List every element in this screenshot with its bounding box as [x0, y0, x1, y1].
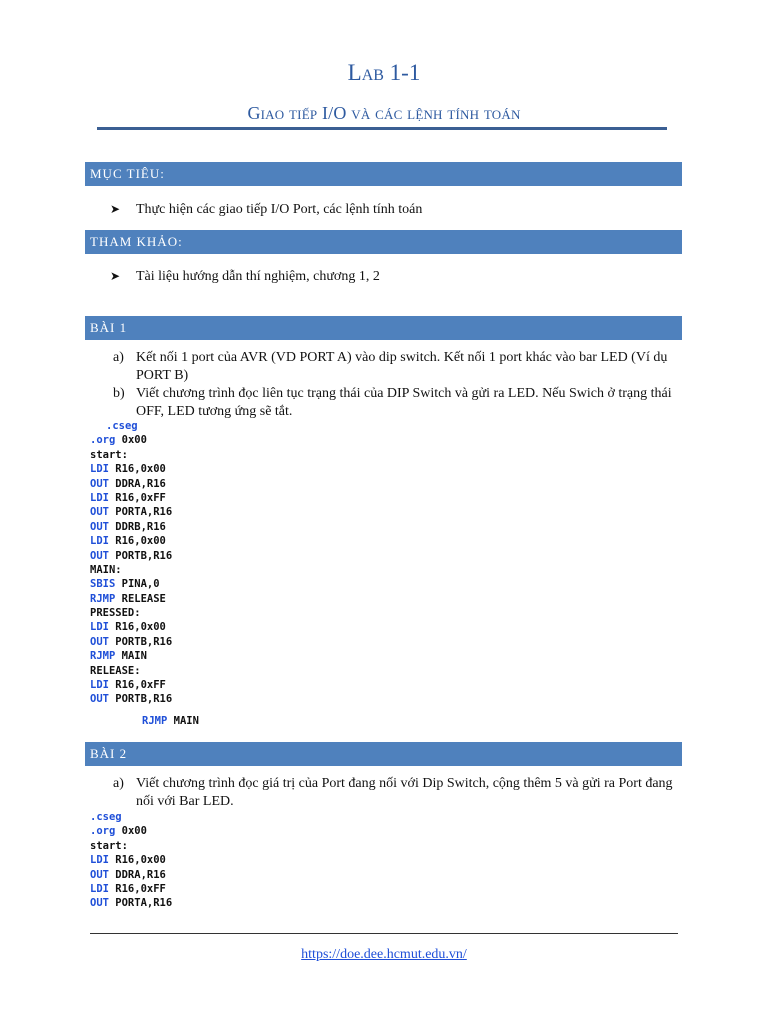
- code-text: PORTB,R16: [108, 549, 173, 562]
- code-text: 0x00: [115, 825, 147, 838]
- code-line: [90, 448, 172, 462]
- code-text: RELEASE:: [90, 664, 141, 677]
- section-heading-muc-tieu: MỤC TIÊU:: [85, 162, 682, 186]
- list-item: [113, 775, 678, 811]
- code-text: R16,0x00: [108, 535, 166, 548]
- list-item: [113, 385, 678, 421]
- code-text: PORTB,R16: [108, 635, 173, 648]
- code-text: R16,0x00: [108, 463, 166, 476]
- arrow-bullet-icon: ➤: [110, 202, 121, 216]
- code-keyword: .org: [90, 825, 116, 838]
- code-keyword: OUT: [90, 868, 109, 881]
- footer-divider: [90, 933, 678, 934]
- code-line: [90, 810, 172, 824]
- section-heading-bai-1: BÀI 1: [85, 316, 682, 340]
- code-text: R16,0x00: [108, 621, 166, 634]
- list-item-text: Viết chương trình đọc giá trị của Port đang nối với Dip Switch, cộng thêm 5 và gửi ra Port đang nối với Bar LED.: [136, 776, 673, 809]
- section-heading-bai-2: BÀI 2: [85, 742, 682, 766]
- code-line: [90, 462, 172, 476]
- code-line-last: [142, 714, 199, 728]
- code-text: PINA,0: [115, 578, 160, 591]
- code-keyword: LDI: [90, 463, 109, 476]
- code-line: [90, 678, 172, 692]
- code-line: [90, 620, 172, 634]
- code-block-bai-2: [90, 810, 172, 911]
- code-keyword: LDI: [90, 882, 109, 895]
- code-keyword: OUT: [90, 477, 109, 490]
- code-line: [90, 839, 172, 853]
- code-line: [90, 896, 172, 910]
- code-text: PORTA,R16: [108, 506, 173, 519]
- code-line: [90, 477, 172, 491]
- code-line: [90, 520, 172, 534]
- code-line: [90, 534, 172, 548]
- list-item-label: b): [113, 386, 125, 401]
- code-keyword: LDI: [90, 535, 109, 548]
- code-line: [90, 419, 172, 433]
- code-keyword: LDI: [90, 491, 109, 504]
- code-keyword: OUT: [90, 635, 109, 648]
- code-text: PORTA,R16: [108, 897, 173, 910]
- code-text: R16,0x00: [108, 854, 166, 867]
- code-line: [90, 592, 172, 606]
- code-text: DDRB,R16: [108, 520, 166, 533]
- code-keyword: .cseg: [90, 811, 122, 823]
- code-text: 0x00: [115, 434, 147, 447]
- code-keyword: LDI: [90, 854, 109, 867]
- code-line: [90, 868, 172, 882]
- code-keyword: LDI: [90, 679, 109, 692]
- code-keyword: .org: [90, 434, 116, 447]
- list-item-label: a): [113, 776, 124, 791]
- bullet-text: Tài liệu hướng dẫn thí nghiệm, chương 1, 2: [136, 269, 380, 284]
- code-line: [90, 664, 172, 678]
- code-line: [90, 433, 172, 447]
- code-line: [90, 824, 172, 838]
- code-text: PORTB,R16: [108, 693, 173, 706]
- code-text: R16,0xFF: [108, 679, 166, 692]
- list-item-text: Viết chương trình đọc liên tục trạng thái của DIP Switch và gửi ra LED. Nếu Swich ở trạng thái OFF, LED tương ứng sẽ tắt.: [136, 386, 672, 419]
- code-keyword: OUT: [90, 693, 109, 706]
- code-line: [90, 549, 172, 563]
- code-line: [90, 491, 172, 505]
- code-line: [90, 649, 172, 663]
- list-item: [113, 349, 678, 385]
- code-text: MAIN: [167, 715, 199, 727]
- code-text: RELEASE: [115, 592, 166, 605]
- code-keyword: LDI: [90, 621, 109, 634]
- code-text: start:: [90, 839, 128, 852]
- code-keyword: SBIS: [90, 578, 116, 591]
- code-text: DDRA,R16: [108, 868, 166, 881]
- code-keyword: .cseg: [106, 420, 138, 432]
- code-keyword: OUT: [90, 520, 109, 533]
- code-line: [90, 692, 172, 706]
- code-line: [90, 853, 172, 867]
- code-line: [90, 563, 172, 577]
- code-line: [90, 606, 172, 620]
- code-text: MAIN:: [90, 563, 122, 576]
- code-keyword: RJMP: [90, 650, 116, 663]
- code-text: start:: [90, 448, 128, 461]
- page-title: Lab 1-1: [347, 60, 421, 85]
- code-keyword: RJMP: [90, 592, 116, 605]
- bullet-text: Thực hiện các giao tiếp I/O Port, các lệnh tính toán: [136, 202, 423, 217]
- code-line: [90, 577, 172, 591]
- code-line: [90, 505, 172, 519]
- code-text: MAIN: [115, 650, 147, 663]
- bullet-tham-khao: [110, 269, 380, 285]
- arrow-bullet-icon: ➤: [110, 269, 121, 283]
- code-text: R16,0xFF: [108, 882, 166, 895]
- title-underline: [97, 127, 667, 130]
- bullet-muc-tieu: [110, 202, 422, 218]
- code-keyword: OUT: [90, 897, 109, 910]
- code-keyword: OUT: [90, 506, 109, 519]
- code-keyword: RJMP: [142, 715, 168, 727]
- code-block-bai-1: [90, 419, 172, 707]
- code-text: R16,0xFF: [108, 491, 166, 504]
- code-keyword: OUT: [90, 549, 109, 562]
- page-subtitle: Giao tiếp I/O và các lệnh tính toán: [247, 103, 521, 123]
- code-line: [90, 635, 172, 649]
- code-text: DDRA,R16: [108, 477, 166, 490]
- list-item-text: Kết nối 1 port của AVR (VD PORT A) vào dip switch. Kết nối 1 port khác vào bar LED (Ví dụ PORT B): [136, 350, 668, 383]
- list-item-label: a): [113, 350, 124, 365]
- code-line: [90, 882, 172, 896]
- footer-link[interactable]: https://doe.dee.hcmut.edu.vn/: [301, 947, 467, 962]
- code-text: PRESSED:: [90, 607, 141, 620]
- section-heading-tham-khao: THAM KHẢO:: [85, 230, 682, 254]
